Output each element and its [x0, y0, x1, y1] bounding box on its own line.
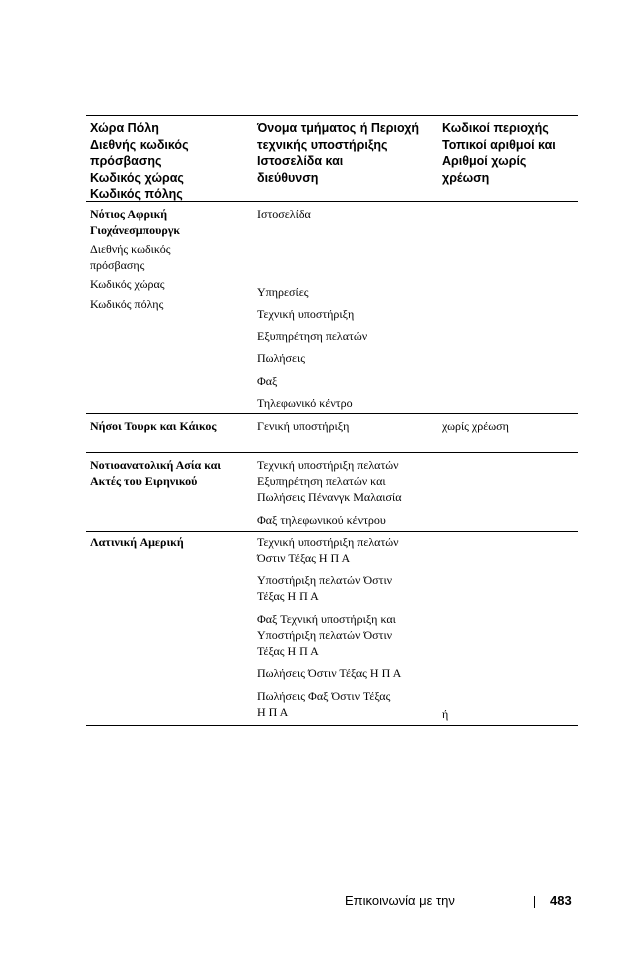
access-code-label: Διεθνής κωδικός [90, 242, 171, 256]
header-column-department [257, 120, 419, 186]
customer-support-label: Υποστήριξη πελατών Όστιν [257, 628, 393, 642]
tech-support-label: Τεχνική υποστήριξη [257, 307, 355, 321]
or-label: ή [442, 707, 449, 721]
section-rule [86, 531, 578, 532]
header-line: Διεθνής κωδικός [90, 137, 189, 152]
customer-support-label: Υποστήριξη πελατών Όστιν [257, 573, 393, 587]
sales-fax-label: Πωλήσεις Φαξ Όστιν Τέξας [257, 689, 391, 703]
sales-label: Πωλήσεις [257, 351, 306, 365]
city-code-label: Κωδικός πόλης [90, 297, 164, 311]
header-line: Κωδικός χώρας [90, 170, 184, 185]
access-code-label: πρόσβασης [90, 258, 145, 272]
website-label: Ιστοσελίδα [257, 207, 311, 221]
table-bottom-rule [86, 725, 578, 726]
header-bottom-rule [86, 201, 578, 202]
sales-label: Πωλήσεις Πένανγκ Μαλαισία [257, 490, 402, 504]
footer-section-title: Επικοινωνία με την [345, 893, 455, 908]
header-column-codes [442, 120, 556, 186]
city-name: Γιοχάνεσμπουργκ [90, 223, 181, 237]
services-label: Υπηρεσίες [257, 285, 309, 299]
tech-support-label: Τεχνική υποστήριξη πελατών [257, 458, 399, 472]
footer-divider [534, 896, 535, 908]
section-rule [86, 452, 578, 453]
country-name: Νήσοι Τουρκ και Κάικος [90, 419, 217, 433]
header-line: χρέωση [442, 170, 490, 185]
location-label: Η Π Α [257, 705, 289, 719]
header-line: Όνομα τμήματος ή Περιοχή [257, 121, 420, 135]
general-support-label: Γενική υποστήριξη [257, 419, 350, 433]
header-line: Κωδικοί περιοχής [442, 121, 549, 135]
header-line: Αριθμοί χωρίς [442, 154, 527, 169]
header-line: πρόσβασης [90, 154, 162, 169]
page-number: 483 [550, 893, 572, 908]
customer-service-label: Εξυπηρέτηση πελατών [257, 329, 368, 343]
location-label: Τέξας Η Π Α [257, 644, 319, 658]
header-line: τεχνικής υποστήριξης [257, 137, 388, 152]
header-line: Κωδικός πόλης [90, 187, 183, 202]
fax-label: Φαξ [257, 374, 278, 388]
location-label: Όστιν Τέξας Η Π Α [257, 551, 351, 565]
fax-label: Φαξ Τεχνική υποστήριξη και [257, 612, 396, 626]
header-line: Ιστοσελίδα και [257, 154, 344, 169]
tech-support-label: Τεχνική υποστήριξη πελατών [257, 535, 399, 549]
country-code-label: Κωδικός χώρας [90, 277, 165, 291]
fax-label: Φαξ τηλεφωνικού κέντρου [257, 513, 386, 527]
header-line: Τοπικοί αριθμοί και [442, 137, 556, 152]
country-name: Νότιος Αφρική [90, 207, 168, 221]
country-name: Λατινική Αμερική [90, 535, 184, 549]
country-name: Νοτιοανατολική Ασία και [90, 458, 221, 472]
country-name: Ακτές του Ειρηνικού [90, 474, 198, 488]
header-column-country [90, 120, 189, 203]
customer-service-label: Εξυπηρέτηση πελατών και [257, 474, 386, 488]
location-label: Τέξας Η Π Α [257, 589, 319, 603]
header-line: Χώρα Πόλη [90, 121, 159, 135]
switchboard-label: Τηλεφωνικό κέντρο [257, 396, 353, 410]
sales-label: Πωλήσεις Όστιν Τέξας Η Π Α [257, 666, 402, 680]
table-top-rule [86, 115, 578, 116]
toll-free-label: χωρίς χρέωση [442, 419, 509, 433]
section-rule [86, 413, 578, 414]
header-line: διεύθυνση [257, 170, 319, 185]
